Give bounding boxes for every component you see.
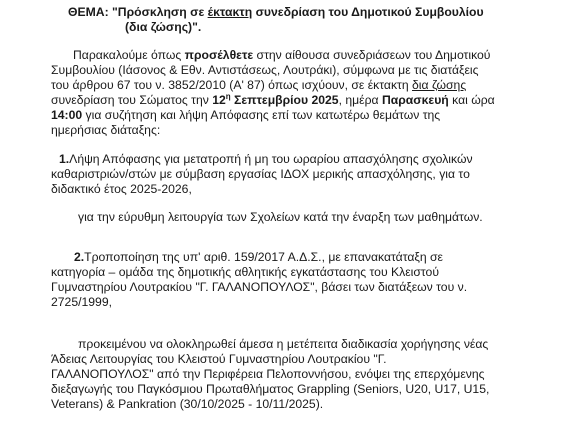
subject-label: ΘΕΜΑ: [68,5,109,19]
intro-text: , ημέρα [338,93,382,107]
item-2-text: ΓΑΛΑΝΟΠΟΥΛΟΣ" από την Περιφέρεια Πελοποννήσου, ενόψει της επερχόμενης [51,367,485,381]
item-1-text: για την εύρυθμη λειτουργία των Σχολείων κατά την έναρξη των μαθημάτων. [78,210,483,224]
intro-text: Συμβουλίου (Ιάσονος & Εθν. Αντιστάσεως, Λουτράκι), σύμφωνα με τις διατάξεις [51,63,479,77]
item-2-text: κατηγορία – ομάδα της δημοτικής αθλητικής εγκατάστασης του Κλειστού [51,265,439,279]
item-2-line-8 [51,382,489,397]
intro-proselthete: προσέλθετε [184,48,254,62]
intro-line-5 [51,108,440,123]
subject-line-2-text: (δια ζώσης)". [125,20,202,34]
meeting-day-number: 12 [212,93,226,107]
item-2-line-4 [51,295,112,310]
meeting-month-year: Σεπτεμβρίου 2025 [230,93,339,107]
item-2-text: διεξαγωγής του Παγκόσμιου Πρωταθλήματος Grappling (Seniors, U20, U17, U15, [51,382,490,396]
item-2-number: 2. [74,250,85,264]
intro-text: και ώρα [448,93,495,107]
subject-line-1 [68,5,484,20]
intro-text: ημερήσιας διάταξης: [51,123,161,137]
item-2-line-3 [51,280,467,295]
intro-line-4 [51,93,495,108]
item-2-text: Veterans) & Pankration (30/10/2025 - 10/11/2025). [51,397,324,411]
item-2-text: Γυμναστηρίου Λουτρακίου "Γ. ΓΑΛΑΝΟΠΟΥΛΟΣ", βάσει των διατάξεων του ν. [51,280,468,294]
intro-line-2 [51,63,479,78]
subject-quote-open: "Πρόσκληση σε [112,5,208,19]
item-2-line-6 [51,352,386,367]
subject-line-2 [125,20,201,35]
intro-line-3 [51,78,466,93]
item-2-line-9 [51,397,323,412]
item-2-line-7 [51,367,485,382]
item-2-text: προκειμένου να ολοκληρωθεί άμεσα η μετέπειτα διαδικασία χορήγησης νέας [78,337,489,351]
meeting-time: 14:00 [51,108,83,122]
meeting-day-suffix: η [225,91,231,101]
subject-emphasis: έκτακτη [207,5,253,19]
item-2-text: 2725/1999, [51,295,112,309]
intro-line-1 [73,48,490,63]
item-2-line-1 [74,250,443,265]
subject-rest: συνεδρίαση του Δημοτικού Συμβουλίου [252,5,484,19]
intro-line-6 [51,123,160,138]
intro-text: για συζήτηση και λήψη Απόφασης επί των κατωτέρω θεμάτων της [82,108,441,122]
intro-text: συνεδρίαση του Σώματος την [51,93,213,107]
item-1-text: Λήψη Απόφασης για μετατροπή ή μη του ωραρίου απασχόλησης σχολικών [69,152,473,166]
intro-text: του άρθρου 67 του ν. 3852/2010 (Α' 87) όπως ισχύουν, σε έκτακτη [51,78,413,92]
item-2-text: Τροποποίηση της υπ' αριθ. 159/2017 Α.Δ.Σ., με επανακατάταξη σε [84,250,443,264]
item-2-line-2 [51,265,439,280]
item-2-text: Άδειας Λειτουργίας του Κλειστού Γυμναστηρίου Λουτρακίου "Γ. [51,352,387,366]
item-1-line-2 [51,167,470,182]
intro-dia-zosis: δια ζώσης [412,78,467,92]
item-1-text: καθαριστριών/στών με σύμβαση εργασίας ΙΔΟΧ μερικής απασχόλησης, για το [51,167,470,181]
item-1-line-3 [51,182,192,197]
item-1-line-1 [59,152,473,167]
item-1-line-4 [78,210,483,225]
meeting-weekday: Παρασκευή [381,93,449,107]
intro-text: Παρακαλούμε όπως [73,48,185,62]
intro-text: στην αίθουσα συνεδριάσεων του Δημοτικού [253,48,491,62]
item-1-text: διδακτικό έτος 2025-2026, [51,182,192,196]
item-2-line-5 [78,337,488,352]
item-1-number: 1. [59,152,70,166]
